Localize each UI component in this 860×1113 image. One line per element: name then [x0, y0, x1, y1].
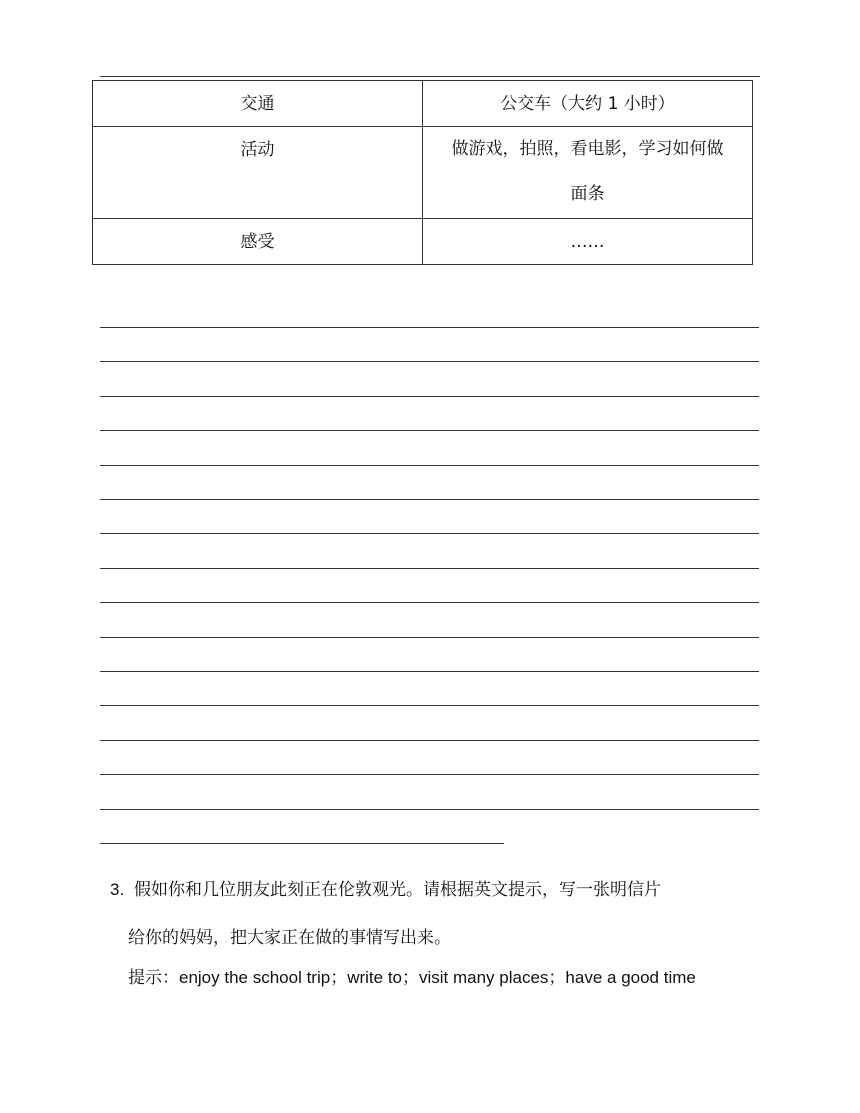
- writing-line: [100, 740, 759, 741]
- question-text-line-2: 给你的妈妈，把大家正在做的事情写出来。: [128, 928, 451, 948]
- table-row: [93, 127, 753, 219]
- writing-line: [100, 809, 759, 810]
- writing-line: [100, 602, 759, 603]
- writing-line: [100, 465, 759, 466]
- question-text-line-1: 假如你和几位朋友此刻正在伦敦观光。请根据英文提示，写一张明信片: [134, 880, 661, 900]
- table-cell-label: 感受: [93, 219, 423, 265]
- hint: [128, 963, 696, 988]
- hint-label: 提示：: [128, 968, 179, 987]
- table-cell-value-line: 做游戏，拍照，看电影，学习如何做: [451, 139, 724, 159]
- writing-line-short: [100, 843, 504, 844]
- top-rule: [100, 76, 760, 77]
- writing-line: [100, 637, 759, 638]
- table-cell-value-line: 面条: [570, 184, 605, 204]
- writing-line: [100, 533, 759, 534]
- writing-line: [100, 327, 759, 328]
- writing-line: [100, 430, 759, 431]
- hint-text: enjoy the school trip；write to；visit many places；have a good time: [179, 968, 696, 987]
- table-cell-value: 公交车（大约 1 小时）: [423, 81, 753, 127]
- writing-line: [100, 774, 759, 775]
- writing-line: [100, 361, 759, 362]
- table-cell-label: 活动: [93, 127, 423, 219]
- info-table: [92, 80, 753, 265]
- question-line-1: [110, 866, 770, 914]
- writing-line: [100, 705, 759, 706]
- table-cell-value: ……: [423, 219, 753, 265]
- writing-line: [100, 671, 759, 672]
- table-cell-value: [423, 127, 753, 219]
- table-cell-label: 交通: [93, 81, 423, 127]
- writing-line: [100, 499, 759, 500]
- table-row: [93, 219, 753, 265]
- table-row: [93, 81, 753, 127]
- question-number: 3.: [110, 880, 125, 899]
- writing-line: [100, 568, 759, 569]
- writing-line: [100, 396, 759, 397]
- question-3: [110, 866, 770, 962]
